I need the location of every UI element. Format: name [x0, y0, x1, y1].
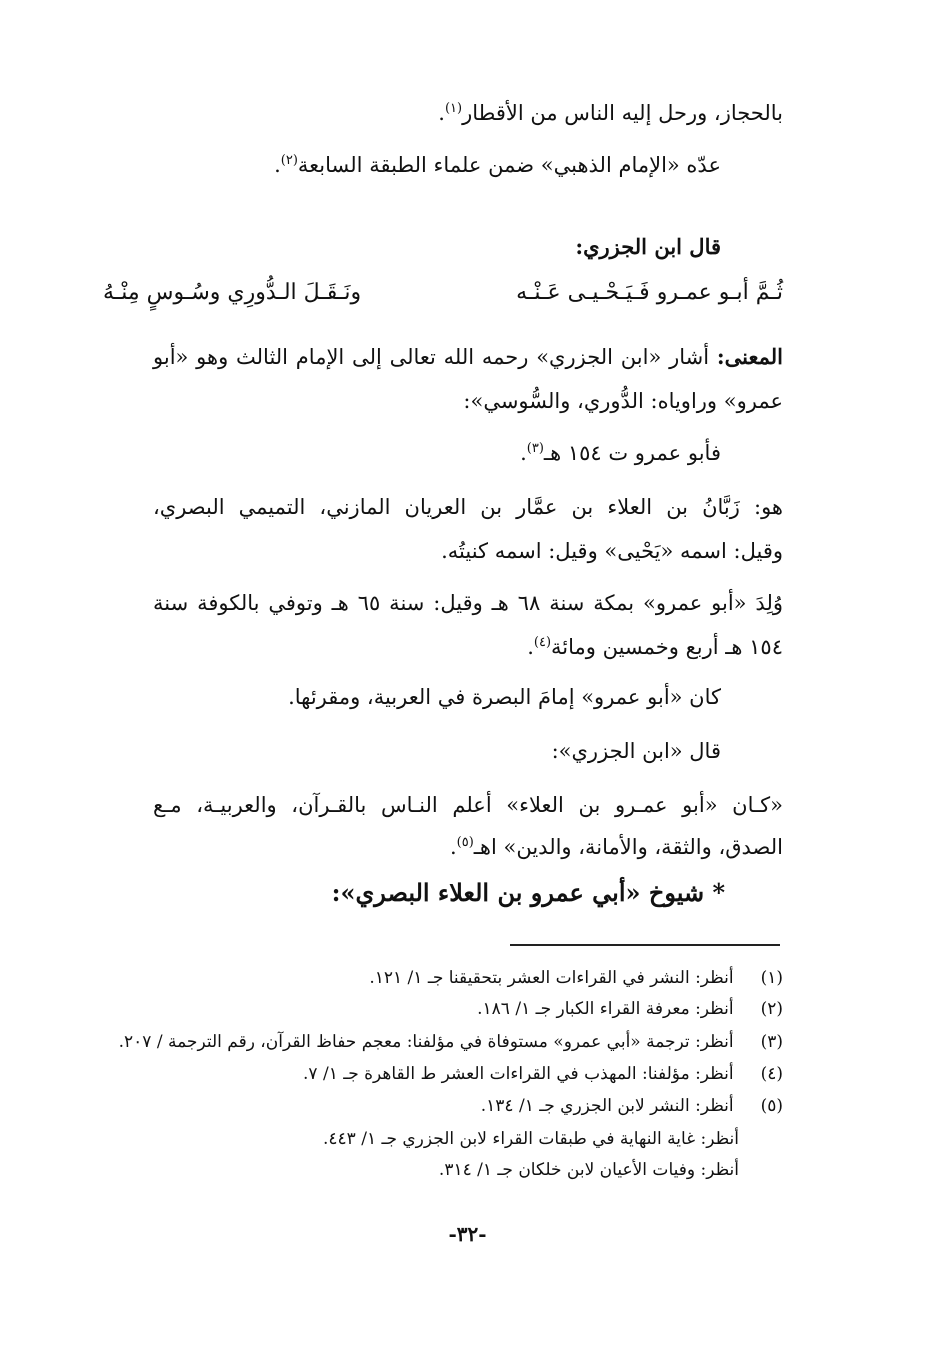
line-text: الصدق، والثقة، والأمانة، والدين» اهـ	[473, 835, 783, 859]
text-line-2	[161, 150, 721, 180]
footnote-text: أنظر: النشر لابن الجزري جـ ١/ ١٣٤.	[480, 1096, 734, 1116]
line-text: بالحجاز، ورحل إليه الناس من الأقطار	[462, 101, 783, 125]
text-line-1	[153, 98, 783, 128]
text-line-11	[153, 632, 783, 662]
footnote-text: أنظر: ترجمة «أبي عمرو» مستوفاة في مؤلفنا: معجم حفاظ القرآن، رقم الترجمة / ٢٠٧.	[118, 1032, 734, 1052]
footnote-number: (١)	[760, 968, 783, 988]
footnote-1	[133, 966, 783, 990]
footnote-number: (٤)	[760, 1064, 783, 1084]
poem-hemistich-right: ثُـمَّ أبـو عمـرو فَـيَـحْـيـى عَـنْـه	[516, 280, 783, 305]
footnote-text: أنظر: معرفة القراء الكبار جـ ١/ ١٨٦.	[477, 999, 734, 1019]
line-text: فأبو عمرو ت ١٥٤ هـ	[543, 441, 721, 465]
text-line-13: قال «ابن الجزري»:	[551, 739, 721, 763]
footnote-number: (٥)	[760, 1096, 783, 1116]
line-text: أشار «ابن الجزري» رحمه الله تعالى إلى الإمام الثالث وهو «أبو	[153, 345, 710, 369]
line-text: عدّه «الإمام الذهبي» ضمن علماء الطبقة السابعة	[297, 153, 721, 177]
text-line-5	[153, 342, 783, 372]
footnote-ref-1[interactable]: (١)	[444, 101, 463, 116]
text-line-10: وُلِدَ «أبو عمرو» بمكة سنة ٦٨ هـ وقيل: سنة ٦٥ هـ وتوفي بالكوفة سنة	[153, 591, 783, 615]
footnote-number: (٢)	[760, 999, 783, 1019]
meaning-label: المعنى:	[716, 344, 783, 369]
punct: .	[527, 635, 534, 659]
page-number: -٣٢-	[448, 1222, 487, 1246]
footnote-ref-3[interactable]: (٣)	[526, 441, 544, 456]
text-line-9: وقيل: اسمه «يَحْيى» وقيل: اسمه كنيتُه.	[441, 539, 783, 563]
quote-heading: قال ابن الجزري:	[575, 234, 721, 259]
footnote-ref-4[interactable]: (٤)	[533, 635, 552, 650]
punct: .	[449, 835, 457, 859]
footnote-2	[133, 997, 783, 1021]
footnote-3	[118, 1030, 783, 1054]
poem-hemistich-left: ونَـقَـلَ الـدُّورِي وسُـوسٍ مِنْـهُ	[103, 280, 362, 305]
text-line-6: عمرو» وراوياه: الدُّوري، والسُّوسي»:	[463, 389, 783, 413]
footnote-number: (٣)	[760, 1032, 783, 1052]
footnote-text: أنظر: النشر في القراءات العشر بتحقيقنا جـ ١/ ١٢١.	[369, 968, 734, 988]
line-text: ١٥٤ هـ أربع وخمسين ومائة	[551, 635, 783, 659]
section-heading: * شيوخ «أبي عمرو بن العلاء البصري»:	[331, 878, 725, 907]
text-line-14: «كـان «أبو عمـرو بن العلاء» أعلم النـاس بالقـرآن، والعربيـة، مـع	[153, 793, 783, 817]
footnote-4	[133, 1062, 783, 1086]
footnote-5	[133, 1094, 783, 1118]
punct: .	[274, 153, 281, 177]
footnote-ref-5[interactable]: (٥)	[456, 835, 474, 850]
punct: .	[438, 101, 445, 125]
footnote-5-continued-1: أنظر: غاية النهاية في طبقات القراء لابن الجزري جـ ١/ ٤٤٣.	[322, 1129, 739, 1149]
text-line-7	[161, 438, 721, 468]
footnote-divider	[510, 944, 780, 946]
text-line-8: هو: زَبَّانُ بن العلاء بن عمَّار بن العريان المازني، التميمي البصري،	[153, 495, 783, 519]
footnote-5-continued-2: أنظر: وفيات الأعيان لابن خلكان جـ ١/ ٣١٤.	[438, 1160, 739, 1180]
poem-verse	[103, 280, 783, 314]
footnote-text: أنظر: مؤلفنا: المهذب في القراءات العشر ط القاهرة جـ ١/ ٧.	[303, 1064, 734, 1084]
text-line-15	[153, 832, 783, 862]
punct: .	[520, 441, 527, 465]
text-line-12: كان «أبو عمرو» إمامَ البصرة في العربية، ومقرئها.	[288, 685, 721, 709]
footnote-ref-2[interactable]: (٢)	[280, 153, 298, 168]
